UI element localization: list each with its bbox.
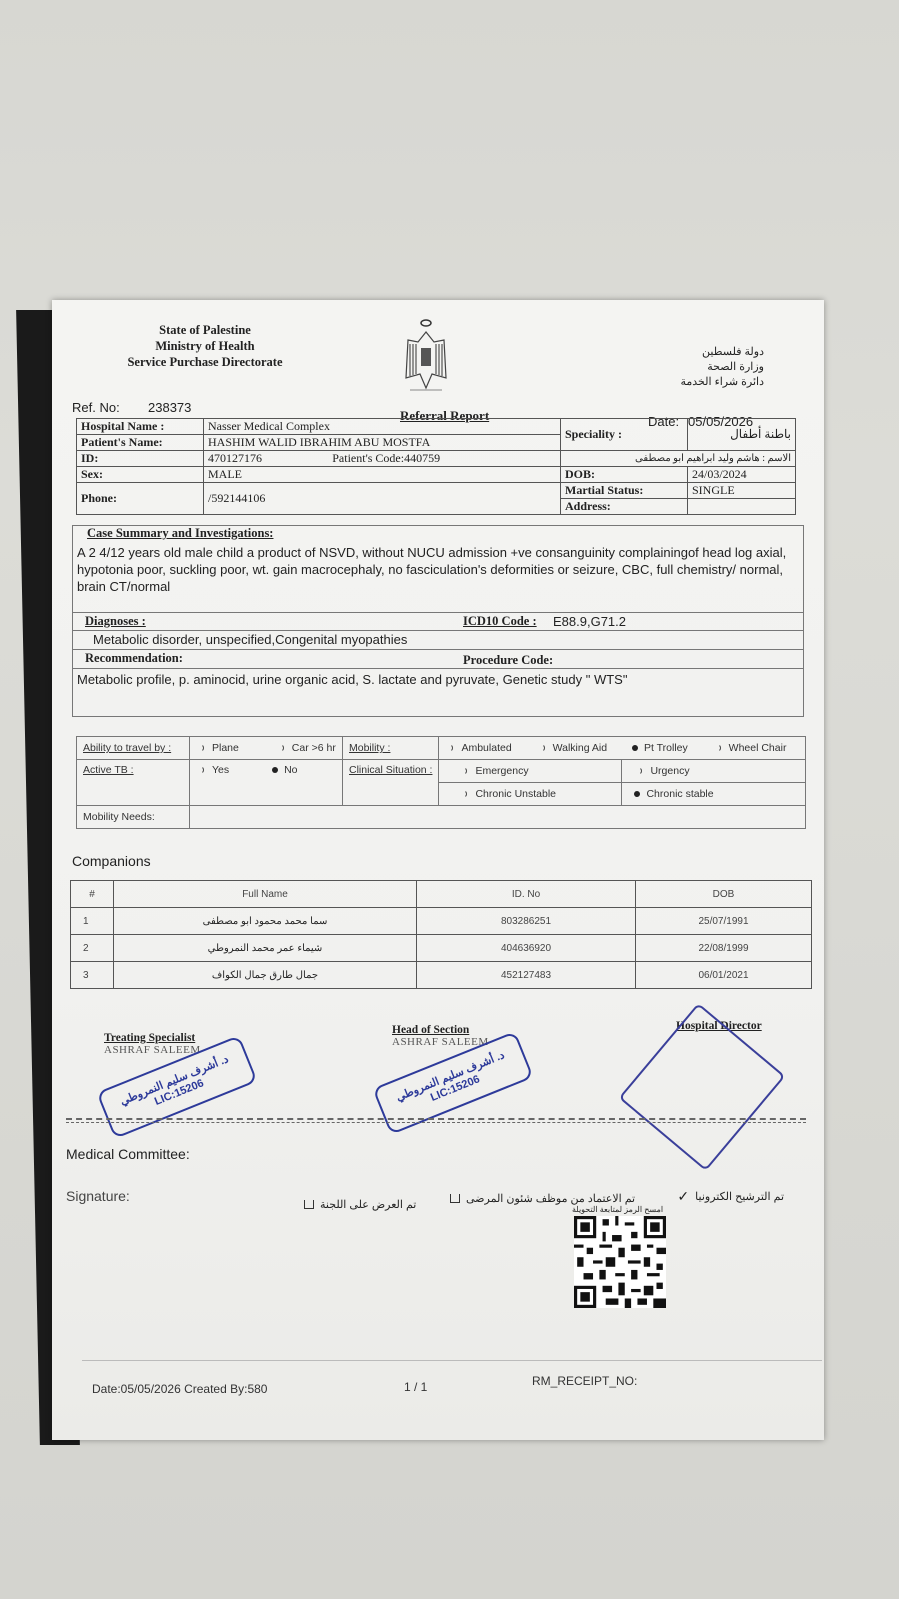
procedure-label: Procedure Code: bbox=[463, 653, 554, 667]
marital-value: SINGLE bbox=[688, 483, 796, 499]
sex-label: Sex: bbox=[77, 467, 204, 483]
plane-option: Plane bbox=[212, 742, 239, 754]
header-ministry: Ministry of Health bbox=[155, 339, 255, 353]
qr-code-icon bbox=[574, 1216, 666, 1308]
row-name: سما محمد محمود ابو مصطفى bbox=[114, 908, 417, 935]
dashed-separator bbox=[66, 1122, 806, 1123]
approval-committee-text: تم العرض على اللجنة bbox=[320, 1199, 417, 1211]
mobility-needs-label: Mobility Needs: bbox=[77, 806, 190, 829]
ref-number: 238373 bbox=[148, 400, 192, 415]
sex-value: MALE bbox=[204, 467, 561, 483]
case-summary-title: Case Summary and Investigations: bbox=[87, 526, 274, 540]
mobility-options bbox=[439, 737, 806, 760]
dashed-separator bbox=[66, 1118, 806, 1120]
mobility-needs-value bbox=[190, 806, 806, 829]
report-title: Referral Report bbox=[400, 408, 490, 423]
row-name: جمال طارق جمال الكواف bbox=[114, 962, 417, 989]
header-ar-ministry: وزارة الصحة bbox=[707, 361, 764, 373]
icd-value: E88.9,G71.2 bbox=[553, 614, 626, 629]
car-option: Car >6 hr bbox=[291, 742, 336, 754]
checkbox-icon bbox=[304, 1200, 314, 1209]
recommendation-title: Recommendation: bbox=[85, 651, 183, 665]
chronic-stable-option: Chronic stable bbox=[646, 788, 714, 800]
divider bbox=[73, 612, 803, 613]
radio-ambulated-icon bbox=[445, 744, 453, 752]
patient-info-table bbox=[76, 418, 796, 515]
divider bbox=[73, 630, 803, 631]
radio-chronic-stable-selected-icon bbox=[634, 791, 640, 797]
patient-name-value: HASHIM WALID IBRAHIM ABU MOSTFA bbox=[204, 435, 561, 451]
radio-chronic-unstable-icon bbox=[459, 790, 467, 798]
urgency-cell bbox=[622, 760, 806, 783]
row-num: 3 bbox=[71, 962, 114, 989]
row-id: 452127483 bbox=[417, 962, 636, 989]
palestine-emblem-icon bbox=[398, 318, 468, 398]
walking-aid-option: Walking Aid bbox=[552, 742, 608, 754]
companions-table bbox=[70, 880, 812, 989]
emergency-option: Emergency bbox=[475, 765, 529, 777]
referral-document bbox=[52, 300, 824, 1440]
footer-receipt: RM_RECEIPT_NO: bbox=[532, 1374, 638, 1388]
signature-label: Signature: bbox=[66, 1188, 130, 1204]
companions-title: Companions bbox=[72, 853, 151, 869]
patient-code: Patient's Code:440759 bbox=[328, 451, 560, 467]
radio-walking-aid-icon bbox=[537, 744, 545, 752]
header-ar-state: دولة فلسطين bbox=[702, 346, 764, 358]
phone-value: /592144106 bbox=[204, 483, 561, 515]
tb-options bbox=[190, 760, 343, 806]
header-arabic bbox=[614, 345, 764, 390]
row-dob: 06/01/2021 bbox=[636, 962, 812, 989]
table-row bbox=[71, 962, 812, 989]
scan-qr-caption: امسح الرمز لمتابعة التحويلة bbox=[572, 1205, 664, 1214]
dob-label: DOB: bbox=[561, 467, 688, 483]
head-label: Head of Section bbox=[392, 1024, 470, 1036]
ability-label: Ability to travel by : bbox=[77, 737, 190, 760]
urgency-option: Urgency bbox=[650, 765, 690, 777]
approval-electronic-text: تم الترشيح الكترونيا bbox=[695, 1191, 784, 1203]
emergency-cell bbox=[439, 760, 622, 783]
section-head-stamp: د. أشرف سليم النمروطي LIC:15206 bbox=[372, 1031, 534, 1135]
hospital-value: Nasser Medical Complex bbox=[204, 419, 561, 435]
row-num: 2 bbox=[71, 935, 114, 962]
header-state: State of Palestine bbox=[159, 323, 251, 337]
clinical-label: Clinical Situation : bbox=[343, 760, 439, 806]
wheel-chair-option: Wheel Chair bbox=[728, 742, 787, 754]
approval-committee bbox=[304, 1198, 416, 1211]
date-label: Date: bbox=[648, 414, 680, 429]
footer-page: 1 / 1 bbox=[404, 1380, 428, 1394]
checkbox-icon bbox=[450, 1194, 460, 1203]
radio-yes-icon bbox=[196, 766, 204, 774]
row-dob: 25/07/1991 bbox=[636, 908, 812, 935]
director-label: Hospital Director bbox=[676, 1020, 762, 1032]
hospital-label: Hospital Name : bbox=[77, 419, 204, 435]
approval-staff-text: تم الاعتماد من موظف شئون المرضى bbox=[466, 1193, 636, 1205]
patient-name-label: Patient's Name: bbox=[77, 435, 204, 451]
row-id: 404636920 bbox=[417, 935, 636, 962]
icd-label: ICD10 Code : bbox=[463, 614, 537, 628]
chronic-unstable-cell bbox=[439, 783, 622, 806]
address-label: Address: bbox=[561, 499, 688, 515]
recommendation-text: Metabolic profile, p. aminocid, urine organic acid, S. lactate and pyruvate, Genetic study " WTS" bbox=[77, 672, 628, 687]
diagnoses-title: Diagnoses : bbox=[85, 614, 146, 628]
approval-electronic bbox=[677, 1188, 784, 1205]
divider bbox=[73, 649, 803, 650]
phone-label: Phone: bbox=[77, 483, 204, 515]
approval-staff bbox=[450, 1192, 635, 1205]
radio-plane-icon bbox=[196, 744, 204, 752]
radio-car-icon bbox=[276, 744, 284, 752]
row-dob: 22/08/1999 bbox=[636, 935, 812, 962]
radio-no-selected-icon bbox=[272, 767, 278, 773]
mobility-label: Mobility : bbox=[343, 737, 439, 760]
companions-header-row bbox=[71, 881, 812, 908]
radio-emergency-icon bbox=[459, 767, 467, 775]
header-directorate: Service Purchase Directorate bbox=[127, 355, 283, 369]
table-row bbox=[71, 935, 812, 962]
divider bbox=[73, 668, 803, 669]
head-of-section-block bbox=[392, 1024, 489, 1048]
radio-wheel-chair-icon bbox=[713, 744, 721, 752]
yes-option: Yes bbox=[212, 764, 230, 776]
row-name: شيماء عمر محمد النمروطي bbox=[114, 935, 417, 962]
header-english bbox=[100, 322, 310, 370]
active-tb-label: Active TB : bbox=[77, 760, 190, 806]
ref-label: Ref. No: bbox=[72, 400, 120, 415]
diagnoses-text: Metabolic disorder, unspecified,Congenital myopathies bbox=[93, 632, 408, 647]
header-full-name: Full Name bbox=[114, 881, 417, 908]
checkmark-icon: ✓ bbox=[677, 1188, 690, 1204]
pt-trolley-option: Pt Trolley bbox=[643, 742, 688, 754]
radio-pt-trolley-selected-icon bbox=[632, 745, 638, 751]
case-summary-text: A 2 4/12 years old male child a product of NSVD, without NUCU admission +ve consanguinity complainingof head log axial, hypotonia poor, suckling poor, wt. gain macrocephaly, no fasciculation's deformities or seizure, CBC, full chemistry/ normal, brain CT/normal bbox=[77, 545, 787, 594]
chronic-unstable-option: Chronic Unstable bbox=[475, 788, 557, 800]
header-num: # bbox=[71, 881, 114, 908]
case-summary-box bbox=[72, 525, 804, 717]
header-ar-directorate: دائرة شراء الخدمة bbox=[680, 376, 764, 388]
report-date: 05/05/2026 bbox=[688, 414, 754, 429]
no-option: No bbox=[284, 764, 298, 776]
marital-label: Martial Status: bbox=[561, 483, 688, 499]
id-label: ID: bbox=[77, 451, 204, 467]
medical-committee-label: Medical Committee: bbox=[66, 1146, 190, 1162]
arabic-patient-name: الاسم : هاشم وليد ابراهيم ابو مصطفى bbox=[561, 451, 796, 467]
header-dob: DOB bbox=[636, 881, 812, 908]
speciality-label: Speciality : bbox=[561, 419, 688, 451]
specialist-stamp: د. أشرف سليم النمروطي LIC:15206 bbox=[96, 1035, 258, 1139]
dob-value: 24/03/2024 bbox=[688, 467, 796, 483]
ambulated-option: Ambulated bbox=[461, 742, 512, 754]
header-id: ID. No bbox=[417, 881, 636, 908]
speciality-value: باطنة أطفال bbox=[688, 419, 796, 451]
id-value: 470127176 bbox=[204, 451, 329, 467]
treating-specialist-block bbox=[104, 1032, 201, 1056]
row-id: 803286251 bbox=[417, 908, 636, 935]
footer-created: Date:05/05/2026 Created By:580 bbox=[92, 1382, 268, 1396]
radio-urgency-icon bbox=[634, 767, 642, 775]
treating-name: ASHRAF SALEEM bbox=[104, 1044, 201, 1056]
head-name: ASHRAF SALEEM bbox=[392, 1036, 489, 1048]
address-value bbox=[688, 499, 796, 515]
footer-divider bbox=[82, 1360, 822, 1361]
table-row bbox=[71, 908, 812, 935]
travel-options bbox=[190, 737, 343, 760]
chronic-stable-cell bbox=[622, 783, 806, 806]
travel-mobility-table bbox=[76, 736, 806, 829]
row-num: 1 bbox=[71, 908, 114, 935]
treating-label: Treating Specialist bbox=[104, 1032, 196, 1044]
